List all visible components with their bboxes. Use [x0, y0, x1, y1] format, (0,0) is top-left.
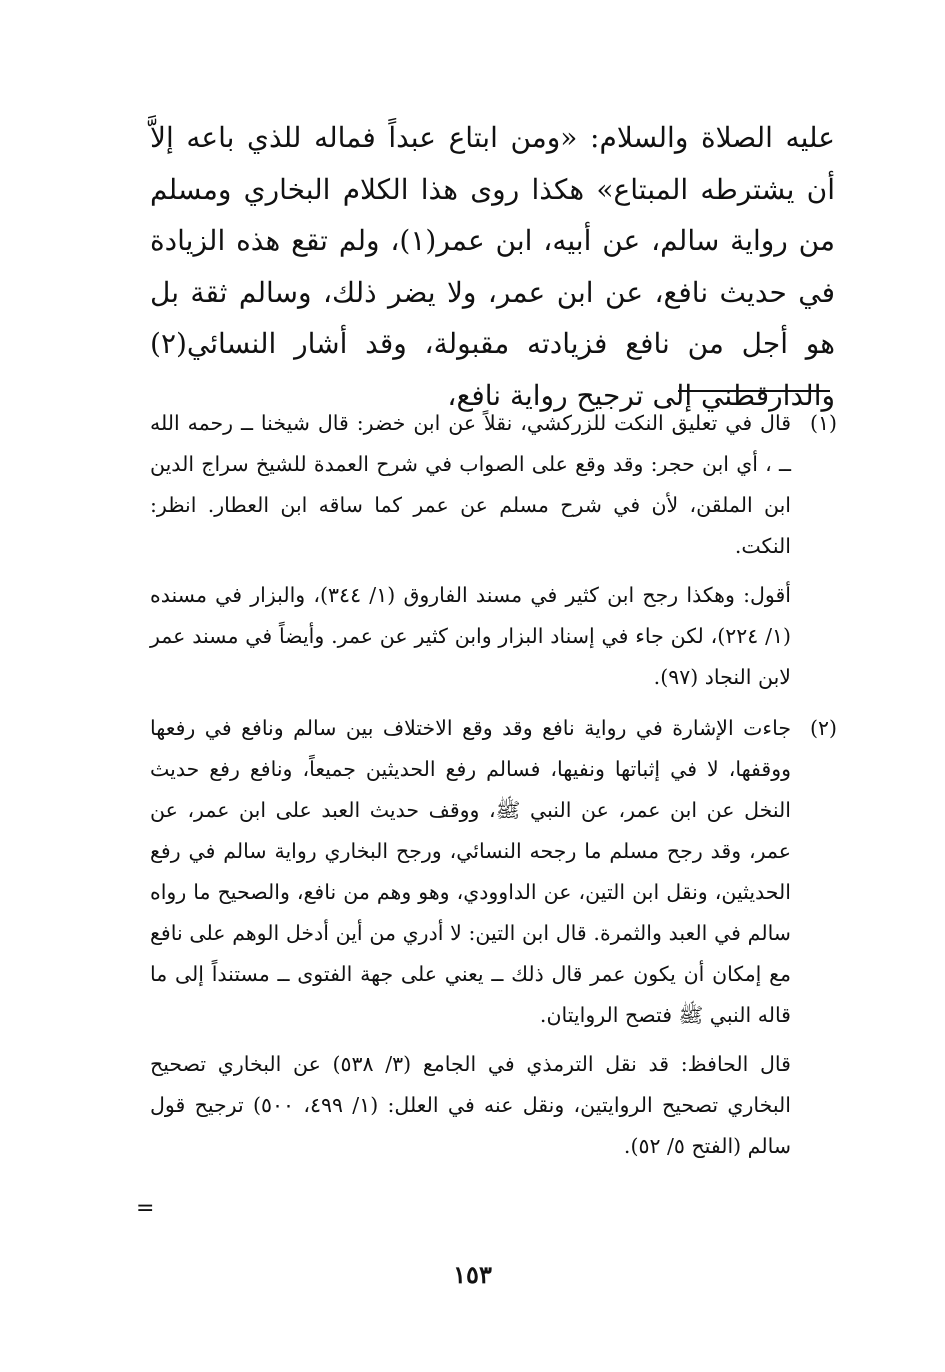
continuation-mark: = — [136, 1196, 155, 1221]
footnote-body — [150, 708, 791, 1177]
main-text — [150, 112, 835, 421]
footnote-number: (٢) — [809, 716, 837, 740]
footnote-paragraph: جاءت الإشارة في رواية نافع وقد وقع الاختلاف بين سالم ونافع في رفعها ووقفها، لا في إثباتها ونفيها، فسالم رفع الحديثين جميعاً، ونافع رفع حديث النخل عن ابن عمر، عن النبي ﷺ، ووقف حديث العبد على ابن عمر، عن عمر، وقد رجح مسلم ما رجحه النسائي، ورجح البخاري رواية سالم في رفع الحديثين، ونقل ابن التين، عن الداوودي، وهو وهم من نافع، والصحيح ما رواه سالم في العبد والثمرة. قال ابن التين: لا أدري من أين أدخل الوهم على نافع مع إمكان أن يكون عمر قال ذلك ــ يعني على جهة الفتوى ــ مستنداً إلى ما قاله النبي ﷺ فتصح الروايتان. — [150, 716, 791, 1027]
page-number: ١٥٣ — [453, 1260, 492, 1289]
footnote-divider — [678, 390, 830, 392]
footnote-paragraph: قال في تعليق النكت للزركشي، نقلاً عن ابن خضر: قال شيخنا ــ رحمه الله ــ ، أي ابن حجر: وقد وقع على الصواب في شرح العمدة للشيخ سراج الدين ابن الملقن، لأن في شرح مسلم عن عمر كما ساقه ابن العطار. انظر: النكت. — [150, 411, 791, 558]
footnote-body — [150, 403, 791, 708]
footnote-2 — [150, 708, 837, 1177]
footnote-1 — [150, 403, 837, 708]
footnote-paragraph: قال الحافظ: قد نقل الترمذي في الجامع (٣/ ٥٣٨) عن البخاري تصحيح البخاري تصحيح الروايتين، ونقل عنه في العلل: (١/ ٤٩٩، ٥٠٠) ترجيح قول سالم (الفتح ٥/ ٥٢). — [150, 1052, 791, 1158]
footnote-number: (١) — [809, 411, 837, 435]
main-paragraph: عليه الصلاة والسلام: «ومن ابتاع عبداً فماله للذي باعه إلاَّ أن يشترطه المبتاع» هكذا روى هذا الكلام البخاري ومسلم من رواية سالم، عن أبيه، ابن عمر(١)، ولم تقع هذه الزيادة في حديث نافع، عن ابن عمر، ولا يضر ذلك، وسالم ثقة بل هو أجل من نافع فزيادته مقبولة، وقد أشار النسائي(٢) والدارقطني إلى ترجيح رواية نافع، — [150, 121, 835, 412]
footnote-paragraph: أقول: وهكذا رجح ابن كثير في مسند الفاروق (١/ ٣٤٤)، والبزار في مسنده (١/ ٢٢٤)، لكن جاء في إسناد البزار وابن كثير عن عمر. وأيضاً في مسند عمر لابن النجاد (٩٧). — [150, 583, 791, 689]
footnotes — [150, 403, 837, 1177]
